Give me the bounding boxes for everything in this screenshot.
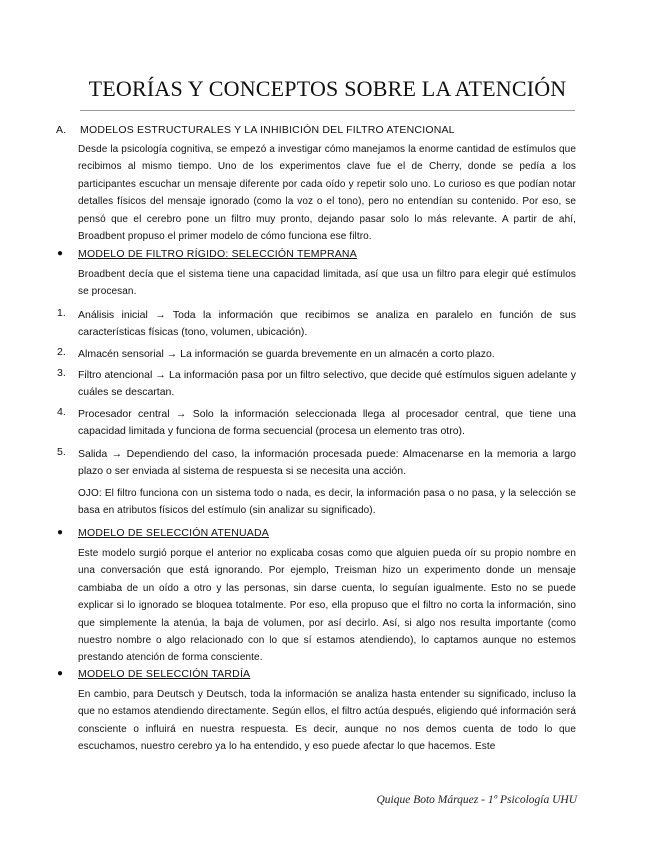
rigid-model-title: MODELO DE FILTRO RÍGIDO: SELECCIÓN TEMPRANA [78,248,357,260]
bullet-icon: ● [57,527,64,538]
attenuated-model-text: Este modelo surgió porque el anterior no explicaba cosas como que alguien pueda oír su propio nombre en una conversación que está ignorando. Por ejemplo, Treisman hizo un experimento donde un mensaje cambiaba de un oído a otro y las personas, sin darse cuenta, lo seguían igualmente. Esto no se puede explicar si lo ignorado se bloquea totalmente. Por eso, ella propuso que el filtro no corta la información, sino que simplemente la atenúa, la baja de volumen, por así decirlo. Así, si algo nos resulta importante (como nuestro nombre o algo relacionado con lo que sí estamos atendiendo), lo captamos aunque no estemos prestando atención de forma consciente. [78,548,576,664]
list-text: Análisis inicial → Toda la información que recibimos se analiza en paralelo en función de sus características físicas (tono, volumen, ubicación). [78,309,576,339]
section-a-intro: Desde la psicología cognitiva, se empezó a investigar cómo manejamos la enorme cantidad de estímulos que recibimos al mismo tiempo. Uno de los experimentos clave fue el de Cherry, donde se pedía a los participantes escuchar un mensaje diferente por cada oído y repetir solo uno. Lo curioso es que podían notar detalles físicos del mensaje ignorado (como la voz o el tono), pero no entendían su contenido. Por eso, se pensó que el cerebro pone un filtro muy pronto, dejando pasar solo lo más relevante. A partir de ahí, Broadbent propuso el primer modelo de cómo funciona ese filtro. [78,144,576,243]
list-number: 2. [57,346,66,358]
page-footer: Quique Boto Márquez - 1º Psicología UHU [376,794,577,806]
section-a-heading [56,124,560,136]
section-a-title: MODELOS ESTRUCTURALES Y LA INHIBICIÓN DEL FILTRO ATENCIONAL [80,124,455,136]
list-text: Almacén sensorial → La información se guarda brevemente en un almacén a corto plazo. [78,348,495,360]
bullet-icon: ● [57,248,64,259]
rigid-model-note: OJO: El filtro funciona con un sistema todo o nada, es decir, la información pasa o no pasa, y la selección se basa en atributos físicos del estímulo (sin analizar su significado). [78,488,576,517]
title-divider [80,110,575,111]
rigid-model-intro: Broadbent decía que el sistema tiene una capacidad limitada, así que usa un filtro para elegir qué estímulos se procesan. [78,269,576,298]
section-a-marker: A. [56,124,67,136]
list-number: 5. [57,446,66,458]
list-text: Filtro atencional → La información pasa por un filtro selectivo, que decide qué estímulos siguen adelante y cuáles se descartan. [78,369,576,399]
late-model-text: En cambio, para Deutsch y Deutsch, toda la información se analiza hasta entender su significado, incluso la que no estamos atendiendo directamente. Según ellos, el filtro actúa después, eligiendo qué información será consciente o influirá en nuestra respuesta. Es decir, aunque no nos demos cuenta de todo lo que escuchamos, nuestro cerebro ya lo ha entendido, y eso puede afectar lo que hacemos. Este [78,689,576,753]
late-model-title: MODELO DE SELECCIÓN TARDÍA [78,668,251,680]
list-text: Procesador central → Solo la información seleccionada llega al procesador central, que tiene una capacidad limitada y funciona de forma secuencial (procesa un elemento tras otro). [78,408,576,438]
list-number: 1. [57,307,66,319]
page-title: TEORÍAS Y CONCEPTOS SOBRE LA ATENCIÓN [88,76,567,101]
list-number: 3. [57,367,66,379]
attenuated-model-title: MODELO DE SELECCIÓN ATENUADA [78,527,269,539]
bullet-icon: ● [57,668,64,679]
list-number: 4. [57,406,66,418]
list-text: Salida → Dependiendo del caso, la información procesada puede: Almacenarse en la memoria a largo plazo o ser enviada al sistema de respuesta si se necesita una acción. [78,448,576,478]
